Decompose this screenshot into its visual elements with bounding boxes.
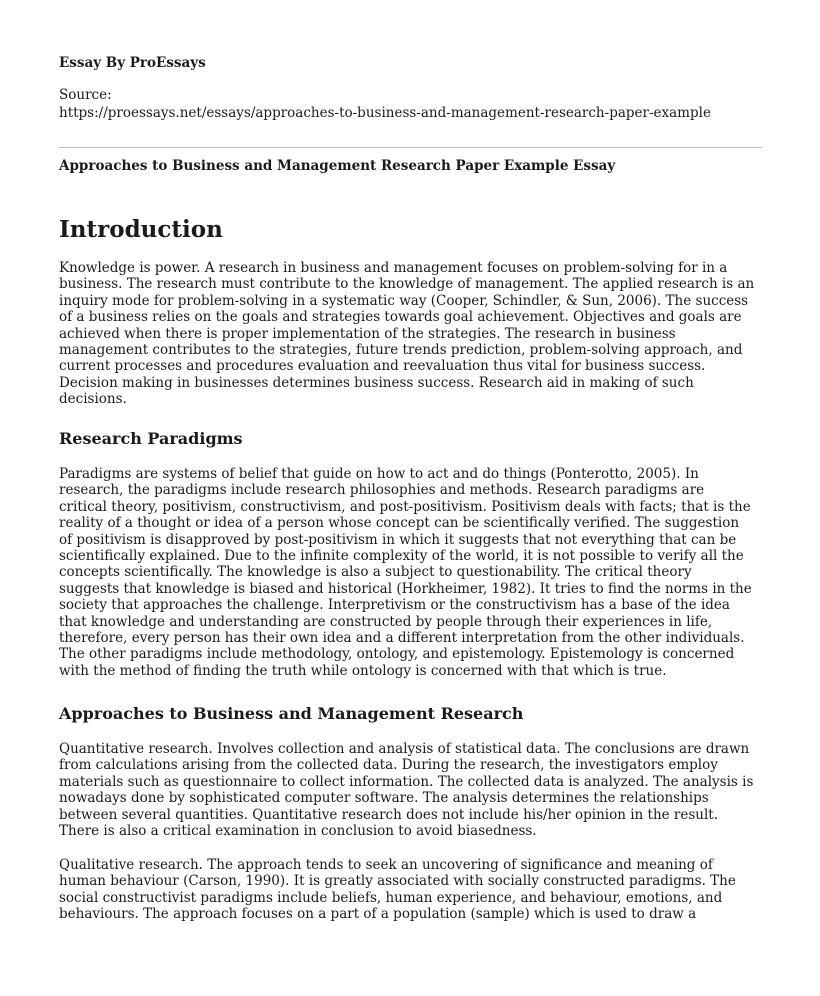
paragraph-research-paradigms-1 — [59, 466, 765, 679]
text-line: The other paradigms include methodology, ontology, and epistemology. Epistemology is concerned — [59, 646, 735, 663]
paragraph-quantitative-research — [59, 741, 765, 839]
text-line: Knowledge is power. A research in business and management focuses on problem-solving for in a — [59, 260, 728, 276]
text-line: that knowledge and understanding are constructed by people through their experiences in life, — [59, 613, 713, 630]
text-line: concepts scientifically. The knowledge is also a subject to questionability. The critical theory — [59, 564, 692, 581]
text-line: of positivism is disapproved by post-positivism in which it suggests that not everything that can be — [59, 531, 737, 548]
essay-title: Approaches to Business and Management Research Paper Example Essay — [59, 158, 616, 174]
paragraph-introduction-1 — [59, 260, 765, 408]
source-label: Source: — [59, 87, 112, 103]
text-line: of a business relies on the goals and strategies towards goal achievement. Objectives and goals are — [59, 309, 742, 326]
paragraph-qualitative-research — [59, 857, 765, 923]
header-divider — [59, 147, 762, 148]
text-line: reality of a thought or idea of a person whose concept can be scientifically verified. The suggestion — [59, 515, 740, 532]
text-line: Decision making in businesses determines business success. Research aid in making of such — [59, 374, 694, 391]
text-line: There is also a critical examination in conclusion to avoid biasedness. — [59, 823, 537, 840]
text-line: achieved when there is proper implementation of the strategies. The research in business — [59, 325, 676, 342]
text-line: between several quantities. Quantitative research does not include his/her opinion in the result. — [59, 806, 719, 823]
text-line: from calculations arising from the collected data. During the research, the investigators employ — [59, 757, 718, 774]
text-line: critical theory, positivism, constructivism, and post-positivism. Positivism deals with facts; that is the — [59, 498, 751, 515]
text-line: materials such as questionnaire to collect information. The collected data is analyzed. The analysis is — [59, 773, 754, 790]
text-line: with the method of finding the truth while ontology is concerned with that which is true. — [59, 662, 667, 679]
text-line: Quantitative research. Involves collection and analysis of statistical data. The conclusions are drawn — [59, 741, 750, 757]
essay-byline: Essay By ProEssays — [59, 55, 206, 71]
text-line: decisions. — [59, 391, 127, 408]
text-line: nowadays done by sophisticated computer software. The analysis determines the relationships — [59, 790, 709, 807]
text-line: research, the paradigms include research philosophies and methods. Research paradigms are — [59, 482, 705, 499]
text-line: current processes and procedures evaluation and reevaluation thus vital for business success. — [59, 358, 706, 375]
text-line: scientifically explained. Due to the infinite complexity of the world, it is not possible to verify all the — [59, 548, 744, 565]
text-line: human behaviour (Carson, 1990). It is greatly associated with socially constructed paradigms. The — [59, 873, 736, 890]
text-line: business. The research must contribute to the knowledge of management. The applied research is an — [59, 276, 755, 293]
text-line: society that approaches the challenge. Interpretivism or the constructivism has a base of the idea — [59, 597, 730, 614]
text-line: Qualitative research. The approach tends to seek an uncovering of significance and meaning of — [59, 857, 713, 873]
section-heading-approaches: Approaches to Business and Management Research — [59, 704, 524, 723]
text-line: behaviours. The approach focuses on a part of a population (sample) which is used to draw a — [59, 906, 697, 923]
source-url-link[interactable]: https://proessays.net/essays/approaches-to-business-and-management-research-paper-example — [59, 105, 711, 121]
section-heading-research-paradigms: Research Paradigms — [59, 429, 243, 448]
text-line: inquiry mode for problem-solving in a systematic way (Cooper, Schindler, & Sun, 2006). The success — [59, 292, 749, 309]
section-heading-introduction: Introduction — [59, 216, 223, 243]
text-line: social constructivist paradigms include beliefs, human experience, and behaviour, emotions, and — [59, 889, 723, 906]
text-line: suggests that knowledge is biased and historical (Horkheimer, 1982). It tries to find the norms in the — [59, 580, 752, 597]
text-line: Paradigms are systems of belief that guide on how to act and do things (Ponterotto, 2005). In — [59, 466, 699, 482]
text-line: therefore, every person has their own idea and a different interpretation from the other individuals. — [59, 630, 745, 647]
text-line: management contributes to the strategies, future trends prediction, problem-solving approach, and — [59, 342, 743, 359]
